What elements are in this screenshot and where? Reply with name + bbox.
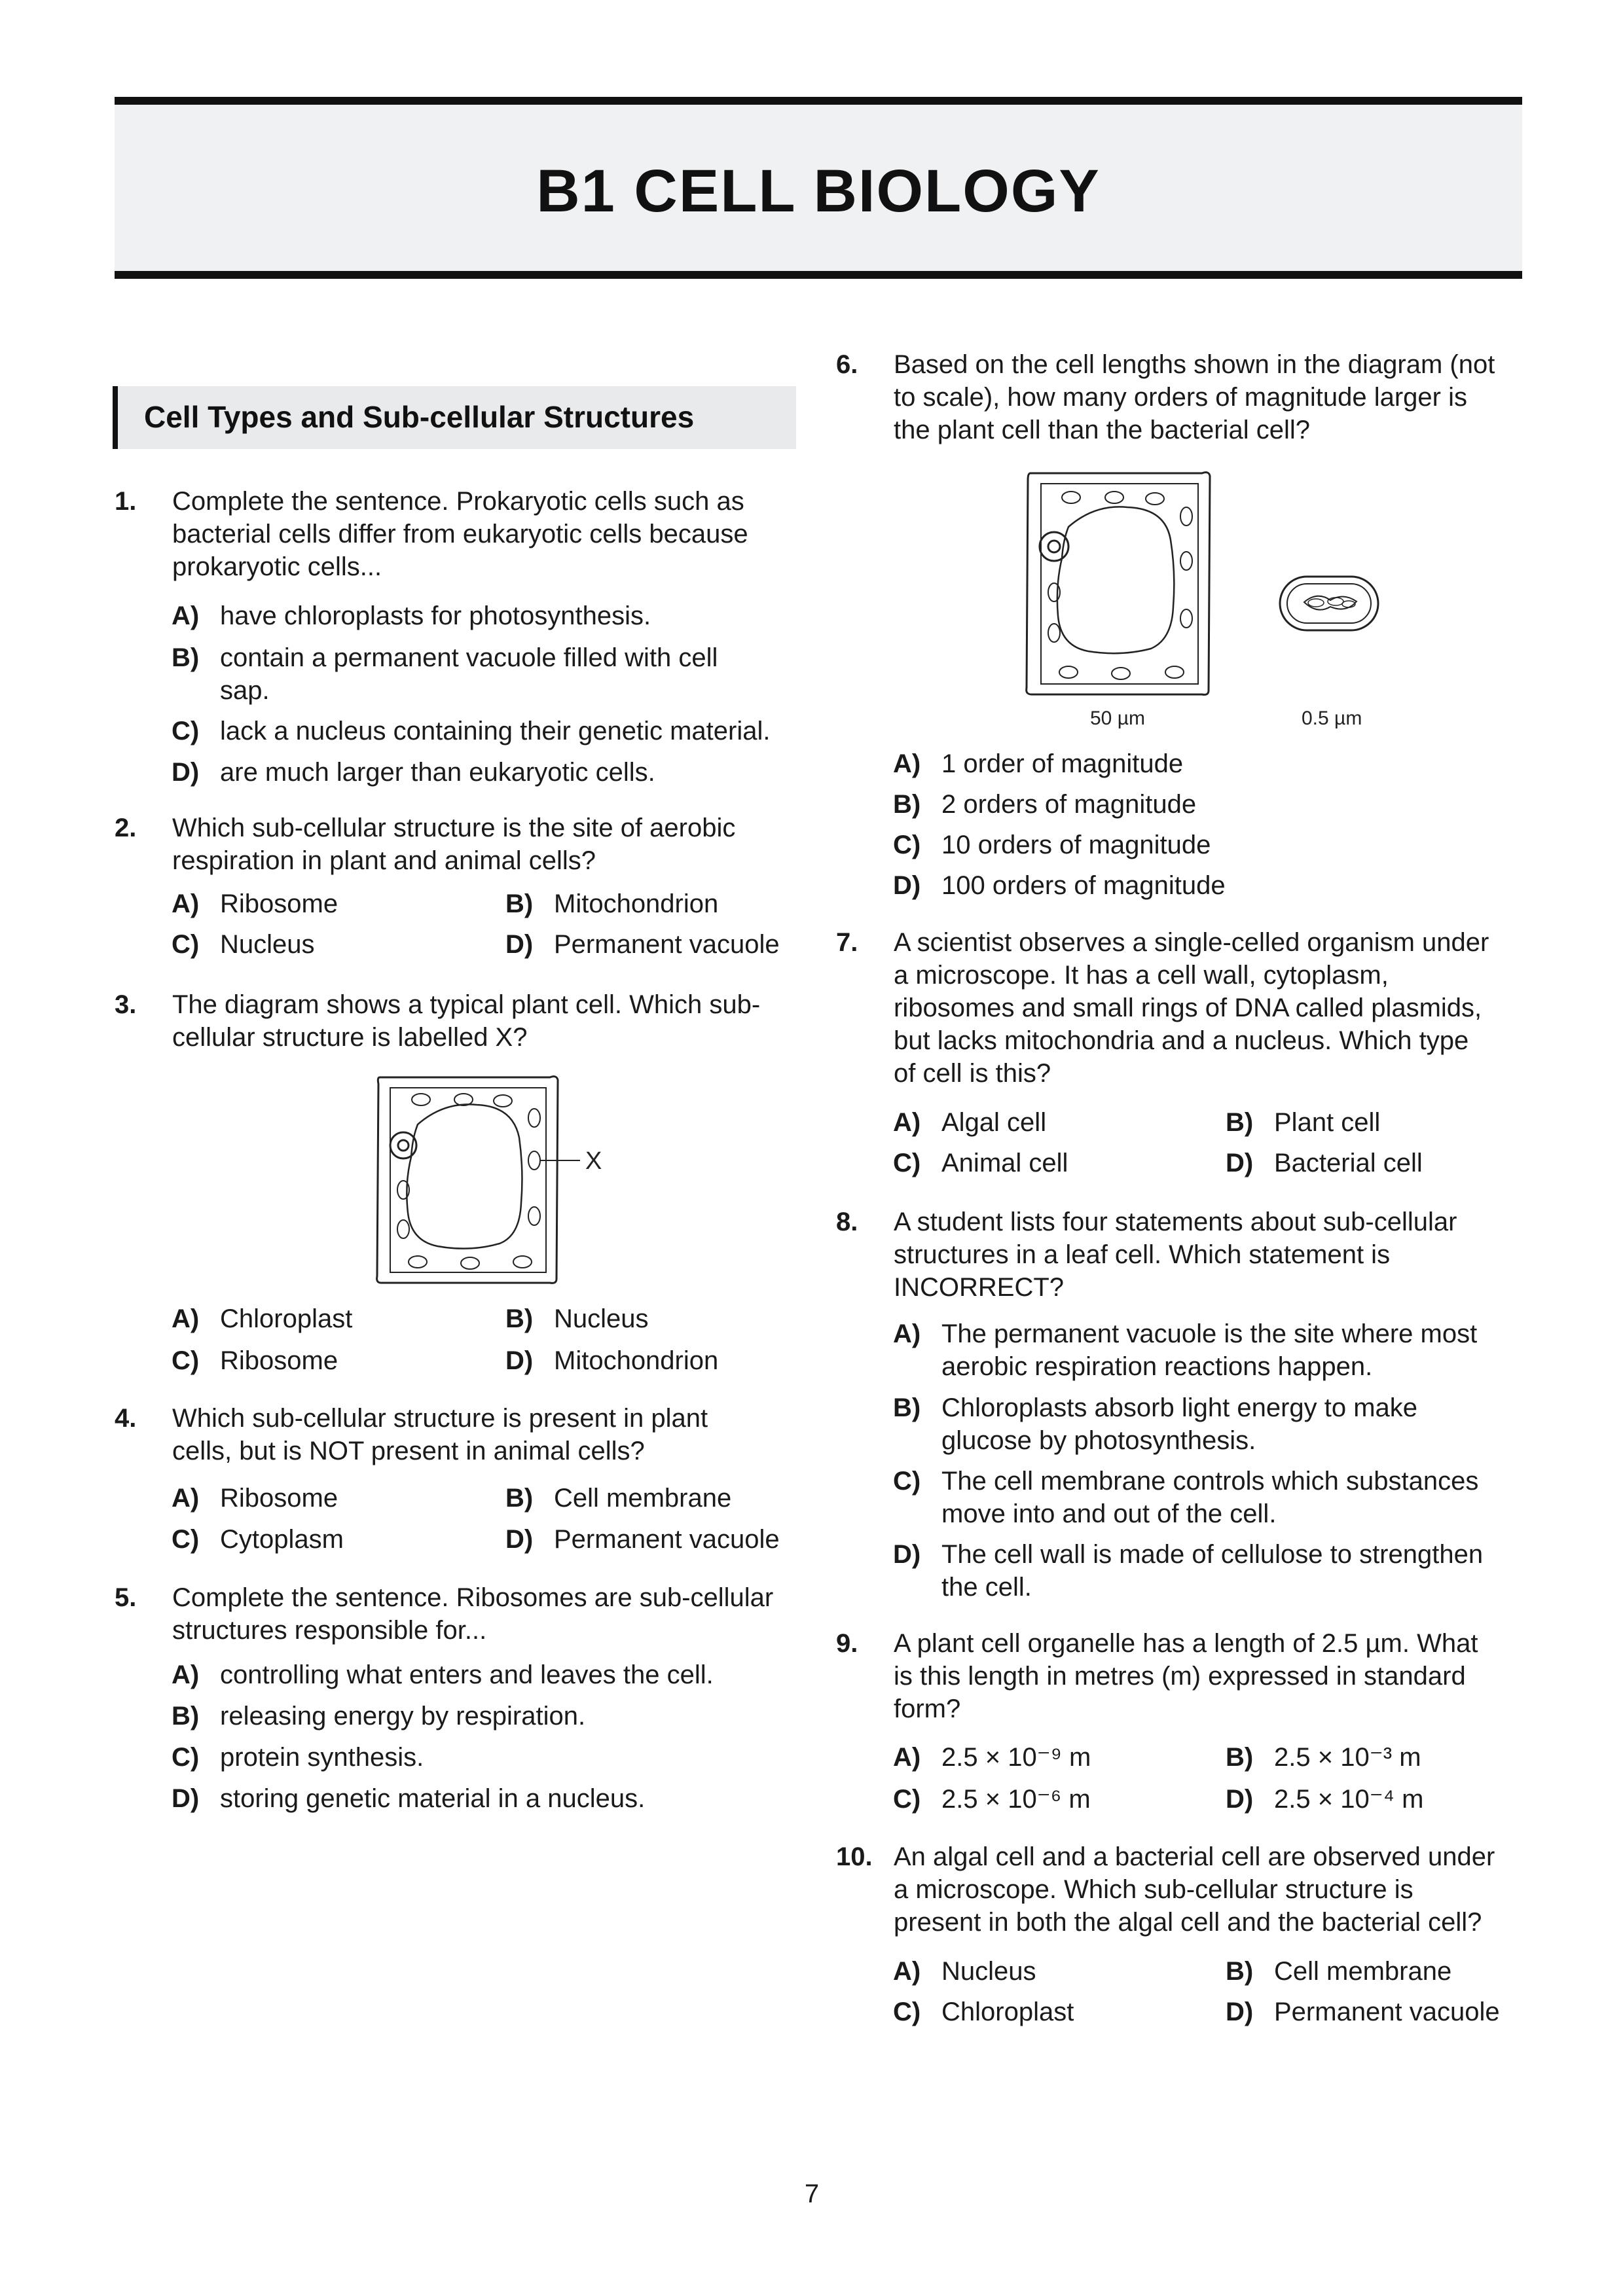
option-text: 1 order of magnitude (941, 749, 1184, 778)
question-line: respiration in plant and animal cells? (172, 846, 596, 875)
question-number: 2. (115, 814, 137, 842)
page-title: B1 CELL BIOLOGY (536, 158, 1101, 224)
page-number: 7 (804, 2179, 820, 2208)
option-text: Permanent vacuole (554, 1525, 780, 1554)
option-text (941, 1465, 1478, 1530)
question-text (172, 1581, 773, 1647)
option-text: releasing energy by respiration. (220, 1702, 586, 1731)
option-text: Permanent vacuole (554, 930, 780, 959)
question-text (172, 485, 748, 583)
option-text: 2.5 × 10⁻³ m (1274, 1743, 1421, 1772)
option-label: D) (1226, 1785, 1254, 1814)
question-number: 3. (115, 990, 137, 1019)
question-line: A scientist observes a single-celled organism under (894, 928, 1489, 957)
option-text: controlling what enters and leaves the cell. (220, 1660, 714, 1689)
option-label: C) (893, 1467, 921, 1496)
option-label: D) (893, 1540, 921, 1569)
option-label: C) (172, 1525, 200, 1554)
question-line: present in both the algal cell and the bacterial cell? (894, 1908, 1482, 1937)
cell-size-diagram (1021, 468, 1388, 736)
option-label: B) (172, 643, 200, 672)
question-number: 8. (836, 1208, 858, 1236)
question-line: Based on the cell lengths shown in the diagram (not (894, 350, 1495, 379)
option-label: B) (893, 790, 921, 819)
option-label: C) (893, 1998, 921, 2026)
option-label: C) (172, 717, 200, 745)
option-text: Cell membrane (1274, 1957, 1452, 1986)
option-text: have chloroplasts for photosynthesis. (220, 601, 651, 630)
option-label: D) (505, 1525, 534, 1554)
question-line: but lacks mitochondria and a nucleus. Which type (894, 1026, 1469, 1055)
option-label: B) (1226, 1743, 1254, 1772)
option-text: 2.5 × 10⁻⁶ m (941, 1785, 1091, 1814)
question-3 (115, 988, 809, 1054)
question-line: a microscope. Which sub-cellular structure is (894, 1875, 1413, 1904)
option-text: Ribosome (220, 1484, 338, 1513)
option-label: B) (1226, 1957, 1254, 1986)
question-line: prokaryotic cells... (172, 552, 382, 581)
option-label: A) (893, 1743, 921, 1772)
question-number: 5. (115, 1583, 137, 1612)
question-1 (115, 485, 809, 583)
option-label: A) (172, 601, 200, 630)
option-label: C) (172, 1346, 200, 1375)
question-10 (836, 1840, 1537, 1939)
question-line: Complete the sentence. Ribosomes are sub-cellular (172, 1583, 774, 1612)
question-line: An algal cell and a bacterial cell are observed under (894, 1842, 1495, 1871)
option-label: B) (1226, 1108, 1254, 1137)
option-text: 2.5 × 10⁻⁴ m (1274, 1785, 1424, 1814)
option-label: D) (1226, 1149, 1254, 1177)
question-text (172, 1402, 708, 1467)
option-label: B) (505, 889, 534, 918)
option-text: Cell membrane (554, 1484, 732, 1513)
option-label: A) (893, 1957, 921, 1986)
question-text (894, 1627, 1478, 1725)
option-text: Chloroplast (220, 1304, 353, 1333)
question-4 (115, 1402, 809, 1467)
question-line: form? (894, 1695, 961, 1723)
option-line: Chloroplasts absorb light energy to make (941, 1393, 1418, 1422)
option-line: The cell wall is made of cellulose to strengthen (941, 1540, 1484, 1569)
question-text (172, 812, 735, 877)
option-text: Permanent vacuole (1274, 1998, 1500, 2026)
question-line: cellular structure is labelled X? (172, 1023, 528, 1052)
question-line: Complete the sentence. Prokaryotic cells such as (172, 487, 744, 516)
question-text (894, 1840, 1495, 1939)
option-label: D) (1226, 1998, 1254, 2026)
question-number: 6. (836, 350, 858, 379)
option-line: move into and out of the cell. (941, 1499, 1277, 1528)
option-text: Nucleus (554, 1304, 649, 1333)
question-5 (115, 1581, 809, 1647)
question-line: is this length in metres (m) expressed in standard (894, 1662, 1466, 1691)
option-line: sap. (220, 676, 270, 705)
option-text: lack a nucleus containing their genetic material. (220, 717, 771, 745)
question-9 (836, 1627, 1530, 1725)
option-text (941, 1318, 1477, 1383)
question-number: 9. (836, 1629, 858, 1658)
question-line: the plant cell than the bacterial cell? (894, 416, 1310, 444)
question-line: INCORRECT? (894, 1273, 1065, 1302)
option-label: C) (893, 831, 921, 859)
question-line: a microscope. It has a cell wall, cytoplasm, (894, 961, 1389, 990)
question-line: of cell is this? (894, 1059, 1051, 1088)
option-text (941, 1538, 1483, 1604)
question-line: structures in a leaf cell. Which statement is (894, 1240, 1391, 1269)
option-label: D) (172, 1784, 200, 1813)
question-line: ribosomes and small rings of DNA called plasmids, (894, 994, 1482, 1022)
question-2 (115, 812, 809, 877)
question-number: 7. (836, 928, 858, 957)
option-label: C) (893, 1785, 921, 1814)
option-text: Ribosome (220, 1346, 338, 1375)
option-label: A) (893, 1319, 921, 1348)
option-text: Algal cell (941, 1108, 1047, 1137)
option-label: B) (172, 1702, 200, 1731)
question-text (172, 988, 760, 1054)
question-8 (836, 1206, 1530, 1304)
plant-cell-diagram (372, 1072, 621, 1288)
question-number: 10. (836, 1842, 873, 1871)
question-line: A plant cell organelle has a length of 2.5 µm. What (894, 1629, 1478, 1658)
question-line: The diagram shows a typical plant cell. Which sub- (172, 990, 761, 1019)
option-text: Nucleus (941, 1957, 1036, 1986)
option-line: contain a permanent vacuole filled with cell (220, 643, 718, 672)
option-text: 100 orders of magnitude (941, 871, 1226, 900)
option-label: A) (172, 1660, 200, 1689)
option-text: Chloroplast (941, 1998, 1074, 2026)
option-label: A) (893, 1108, 921, 1137)
option-line: the cell. (941, 1573, 1032, 1602)
question-7 (836, 926, 1530, 1090)
option-label: B) (505, 1484, 534, 1513)
option-text: Plant cell (1274, 1108, 1381, 1137)
question-line: to scale), how many orders of magnitude larger is (894, 383, 1467, 412)
option-line: The permanent vacuole is the site where most (941, 1319, 1478, 1348)
question-line: Which sub-cellular structure is the site of aerobic (172, 814, 736, 842)
option-line: glucose by photosynthesis. (941, 1426, 1256, 1455)
option-label: C) (172, 930, 200, 959)
option-label: A) (172, 1304, 200, 1333)
option-text: Bacterial cell (1274, 1149, 1423, 1177)
question-line: A student lists four statements about sub-cellular (894, 1208, 1457, 1236)
option-text: are much larger than eukaryotic cells. (220, 758, 655, 787)
option-label: A) (172, 889, 200, 918)
plant-cell-length-label: 50 µm (1090, 708, 1145, 729)
question-text (894, 348, 1495, 446)
option-line: The cell membrane controls which substances (941, 1467, 1479, 1496)
option-label: C) (172, 1743, 200, 1772)
option-label: A) (893, 749, 921, 778)
question-number: 4. (115, 1404, 137, 1433)
option-label: D) (893, 871, 921, 900)
option-line: aerobic respiration reactions happen. (941, 1352, 1373, 1381)
question-text (894, 926, 1489, 1090)
question-6 (836, 348, 1530, 446)
option-text: Ribosome (220, 889, 338, 918)
option-text: Mitochondrion (554, 889, 719, 918)
question-number: 1. (115, 487, 137, 516)
question-line: structures responsible for... (172, 1616, 487, 1645)
option-text: Nucleus (220, 930, 315, 959)
option-label: A) (172, 1484, 200, 1513)
option-text (941, 1391, 1417, 1457)
question-line: cells, but is NOT present in animal cells? (172, 1437, 645, 1465)
option-label: B) (893, 1393, 921, 1422)
option-text (220, 641, 718, 707)
bacterial-cell-length-label: 0.5 µm (1302, 708, 1362, 729)
option-text: Cytoplasm (220, 1525, 344, 1554)
section-heading (113, 386, 796, 449)
option-text: 2 orders of magnitude (941, 790, 1197, 819)
page-header (115, 97, 1522, 279)
option-label: D) (505, 1346, 534, 1375)
option-text: Mitochondrion (554, 1346, 719, 1375)
option-text: protein synthesis. (220, 1743, 424, 1772)
section-title: Cell Types and Sub-cellular Structures (144, 400, 695, 434)
option-label: D) (505, 930, 534, 959)
option-label: C) (893, 1149, 921, 1177)
question-text (894, 1206, 1457, 1304)
question-line: Which sub-cellular structure is present in plant (172, 1404, 708, 1433)
option-label: B) (505, 1304, 534, 1333)
x-label: X (585, 1147, 602, 1175)
option-text: storing genetic material in a nucleus. (220, 1784, 646, 1813)
option-text: Animal cell (941, 1149, 1068, 1177)
option-text: 2.5 × 10⁻⁹ m (941, 1743, 1091, 1772)
option-text: 10 orders of magnitude (941, 831, 1211, 859)
question-line: bacterial cells differ from eukaryotic cells because (172, 520, 748, 548)
option-label: D) (172, 758, 200, 787)
